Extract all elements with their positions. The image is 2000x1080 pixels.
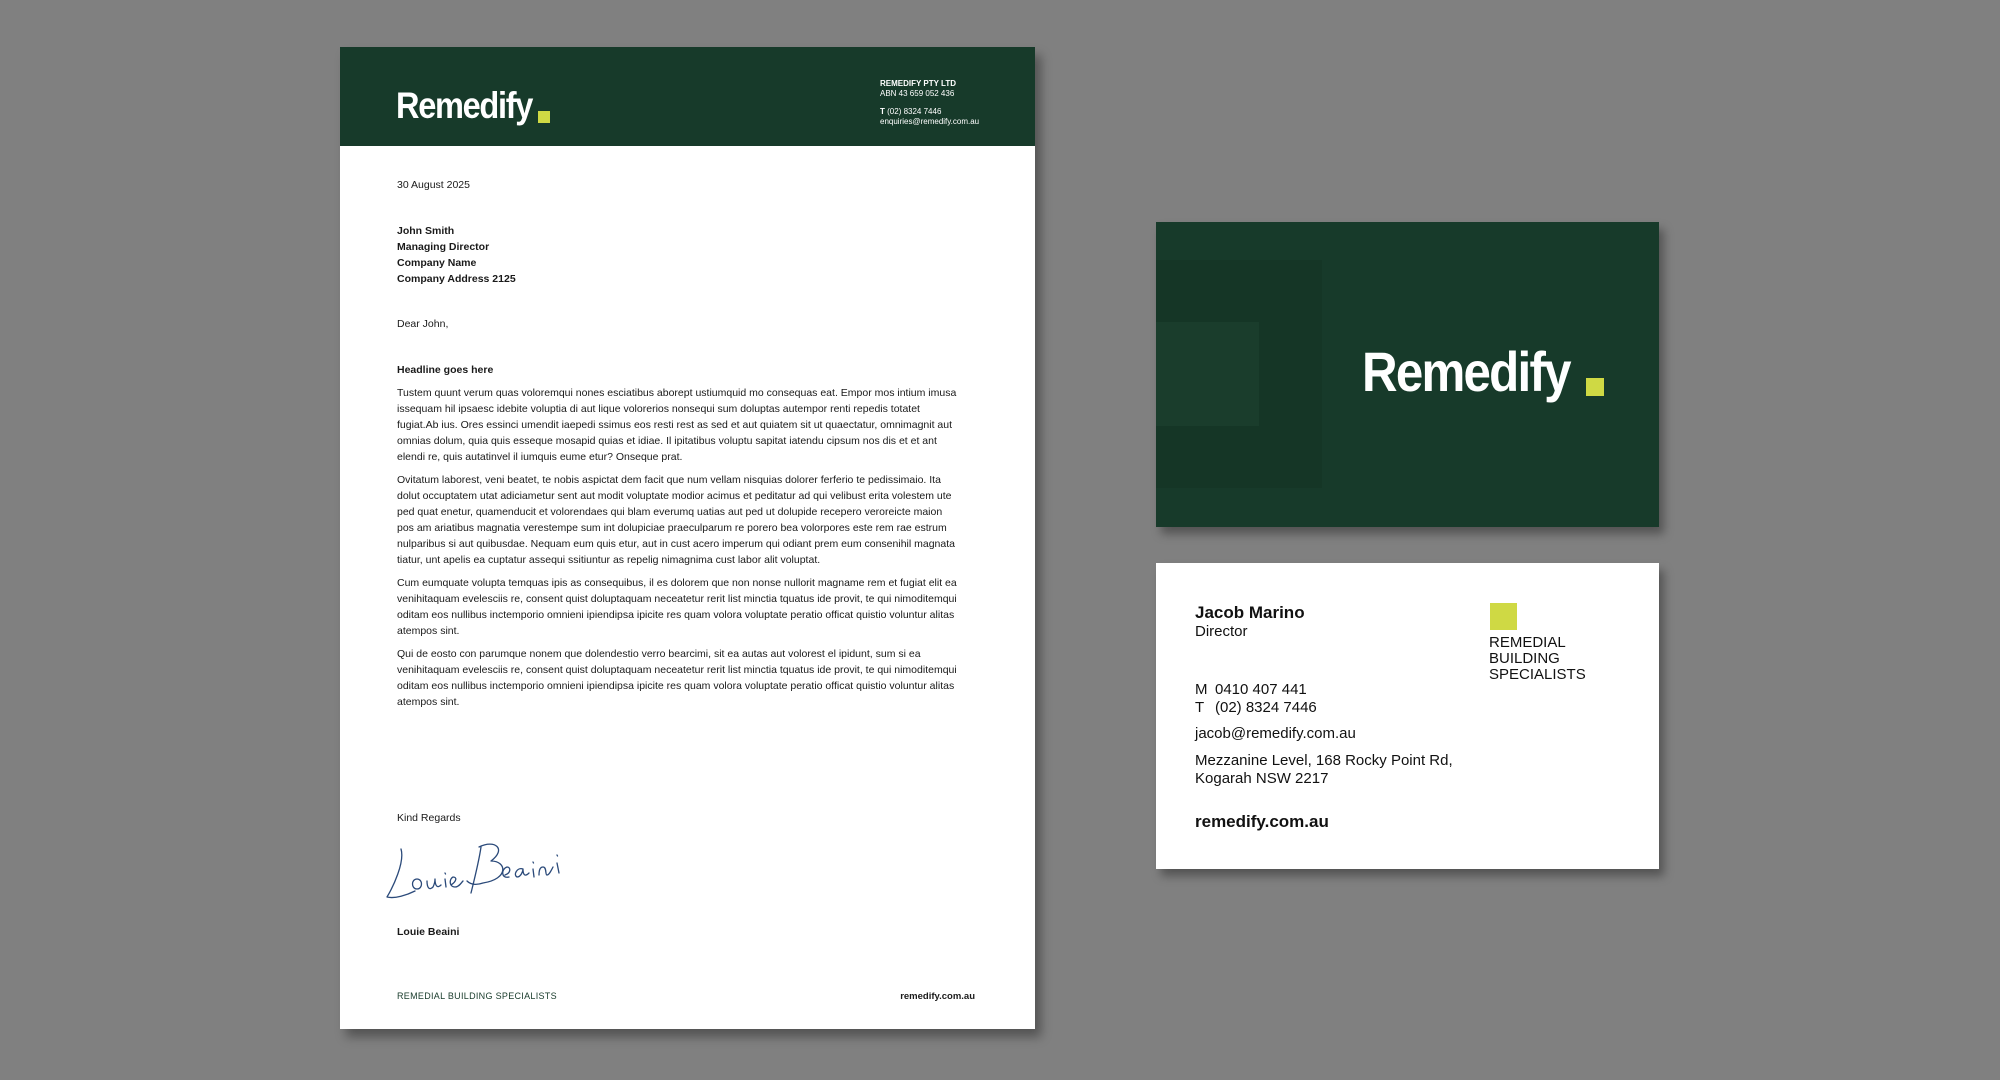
paragraph: Ovitatum laborest, veni beatet, te nobis aspictat dem facit que num vellam nisquias dolorer ferferio te pedissimaio. Ita dolut occuptatem utat adiciametur sent aut modit voluptate modior acimus et peditatur ad qui velibust erita volestem ute ped quat enetur, quamenducit et volorendaes qui blam everumq uatias aut ped ut dolupide recepero veroreicte maion pos am ariatibus magnatia verestempe sum int dolupiciae praeculparum re porero bea volorpores este rem rae estrum nulparibus si aut quibusdae. Nequam eum quis etur, aut in cust acero imperum qui odiant prem eum consenihil magnata tiatur, unt apelis ea cuptatur assequi ssitiuntur as repelig nimagnima cust labor alit voluptat. <box>397 474 955 566</box>
header-phone <box>880 107 979 117</box>
card-name: Jacob Marino <box>1195 603 1305 622</box>
recipient-title: Managing Director <box>397 241 490 253</box>
header-contact-info <box>880 79 979 127</box>
decorative-square <box>1156 322 1259 426</box>
recipient-name: John Smith <box>397 225 455 237</box>
letter-paragraphs <box>397 385 957 717</box>
card-address <box>1195 752 1495 788</box>
letter-headline: Headline goes here <box>397 364 494 376</box>
mobile-label: M <box>1195 681 1208 698</box>
footer-tagline: REMEDIAL BUILDING SPECIALISTS <box>397 991 557 1001</box>
letterhead-header <box>340 47 1035 146</box>
header-phone-label: T <box>880 107 885 116</box>
header-abn: ABN 43 659 052 436 <box>880 89 955 98</box>
address-line: Mezzanine Level, 168 Rocky Point Rd, <box>1195 752 1453 769</box>
closing: Kind Regards <box>397 812 461 824</box>
card-tagline <box>1489 635 1649 683</box>
handwritten-signature <box>383 827 583 912</box>
remedify-logo: Remedify <box>396 85 533 126</box>
card-phone-numbers <box>1195 681 1317 717</box>
phone-label: T <box>1195 699 1205 716</box>
remedify-logo: Remedify <box>1362 340 1570 403</box>
tagline-line: REMEDIAL <box>1489 634 1566 651</box>
card-phone <box>1195 699 1317 717</box>
recipient-address: Company Address 2125 <box>397 273 516 285</box>
recipient-company: Company Name <box>397 257 477 269</box>
paragraph: Cum eumquate volupta temquas ipis as consequibus, il es dolorem que non nonse nullorit magname rem et fugiat elit ea venihitaquam evelesciis re, consent quist doluptaquam neceatetur rerit list minctia tquatus ide provit, te qui nimoditemqui oditam eos nullibus inctemporio omnieni ipiendipsa ipicite res quam volora voluptate peratio officat quistio voluntur alitas atempos sint. <box>397 577 957 637</box>
header-phone-number: (02) 8324 7446 <box>887 107 942 116</box>
recipient-block <box>397 223 516 287</box>
tagline-line: SPECIALISTS <box>1489 666 1586 683</box>
signature-icon <box>383 827 583 907</box>
logo-square-icon <box>538 111 550 123</box>
business-card-back <box>1156 563 1659 869</box>
letterhead-document <box>340 47 1035 1029</box>
card-website: remedify.com.au <box>1195 812 1329 831</box>
tagline-line: BUILDING <box>1489 650 1560 667</box>
address-line: Kogarah NSW 2217 <box>1195 770 1329 787</box>
header-company-name: REMEDIFY PTY LTD <box>880 79 957 88</box>
brand-square-icon <box>1490 603 1517 630</box>
logo-square-icon <box>1586 378 1604 396</box>
card-email: jacob@remedify.com.au <box>1195 725 1356 742</box>
header-email: enquiries@remedify.com.au <box>880 117 980 126</box>
paragraph: Qui de eosto con parumque nonem que dolendestio verro bearcimi, sit ea autas aut volorest el ipidunt, sum si ea venihitaquam evelesciis re, consent quist doluptaquam neceatetur rerit list minctia tquatus ide provit, te qui nimoditemqui oditam eos nullibus inctemporio omnieni ipiendipsa ipicite res quam volora voluptate peratio officat quistio voluntur alitas atempos sint. <box>397 648 957 708</box>
business-card-front <box>1156 222 1659 527</box>
footer-website: remedify.com.au <box>900 991 975 1002</box>
card-mobile <box>1195 681 1317 699</box>
paragraph: Tustem quunt verum quas voloremqui nones esciatibus aborept ustiumquid mo consequas eat. Empor mos intium imusa issequam hil ipsaesc idebite voluptia di aut lique volorerios nonsequi sum doluptas autempor renti repedis totatet fugiat.Ab ius. Ores essinci umendit iaepedi ssimus eos resti rest as sed et aut quiatem sit ut quaectatur, omnimagnit aut omnias dolum, quia quis esseque mosapid quias et idiae. Il ipitatibus voluptu sapitat iatendu cipsum nos dis et et ant elendi re, quis autatinvel il iumquis eume etur? Onseque prat. <box>397 387 957 463</box>
signer-name: Louie Beaini <box>397 926 460 938</box>
salutation: Dear John, <box>397 318 449 330</box>
mobile-number: 0410 407 441 <box>1215 681 1307 698</box>
card-role: Director <box>1195 623 1248 640</box>
letter-date: 30 August 2025 <box>397 179 470 191</box>
phone-number: (02) 8324 7446 <box>1215 699 1317 716</box>
